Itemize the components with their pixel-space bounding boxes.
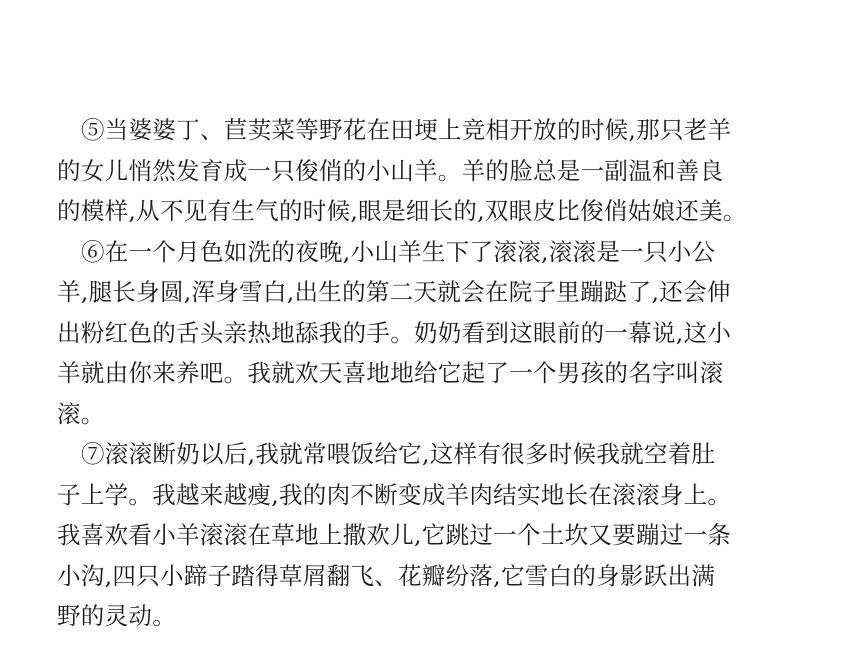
paragraph-line: 的女儿悄然发育成一只俊俏的小山羊。羊的脸总是一副温和善良 [57, 156, 724, 185]
paragraph-line: 我喜欢看小羊滚滚在草地上撒欢儿,它跳过一个土坎又要蹦过一条 [57, 521, 732, 549]
paragraph-line: 出粉红色的舌头亲热地舔我的手。奶奶看到这眼前的一幕说,这小 [57, 318, 732, 347]
paragraph-5 [57, 110, 817, 232]
paragraph-line: ⑤当婆婆丁、苣荬菜等野花在田埂上竞相开放的时候,那只老羊 [81, 116, 732, 144]
paragraph-line: ⑦滚滚断奶以后,我就常喂饭给它,这样有很多时候我就空着肚 [81, 440, 716, 468]
paragraph-line: 滚。 [57, 399, 105, 428]
paragraph-line: 小沟,四只小蹄子踏得草屑翻飞、花瓣纷落,它雪白的身影跃出满 [57, 561, 716, 590]
paragraph-7 [57, 434, 817, 637]
paragraph-line: 野的灵动。 [57, 602, 176, 630]
paragraph-line: 的模样,从不见有生气的时候,眼是细长的,双眼皮比俊俏姑娘还美。 [57, 197, 747, 225]
paragraph-6 [57, 232, 817, 435]
paragraph-line: 子上学。我越来越瘦,我的肉不断变成羊肉结实地长在滚滚身上。 [57, 480, 732, 509]
article-text [57, 110, 817, 637]
paragraph-line: 羊就由你来养吧。我就欢天喜地地给它起了一个男孩的名字叫滚 [57, 359, 724, 387]
paragraph-line: 羊,腿长身圆,浑身雪白,出生的第二天就会在院子里蹦跶了,还会伸 [57, 278, 731, 306]
paragraph-line: ⑥在一个月色如洗的夜晚,小山羊生下了滚滚,滚滚是一只小公 [81, 237, 716, 266]
